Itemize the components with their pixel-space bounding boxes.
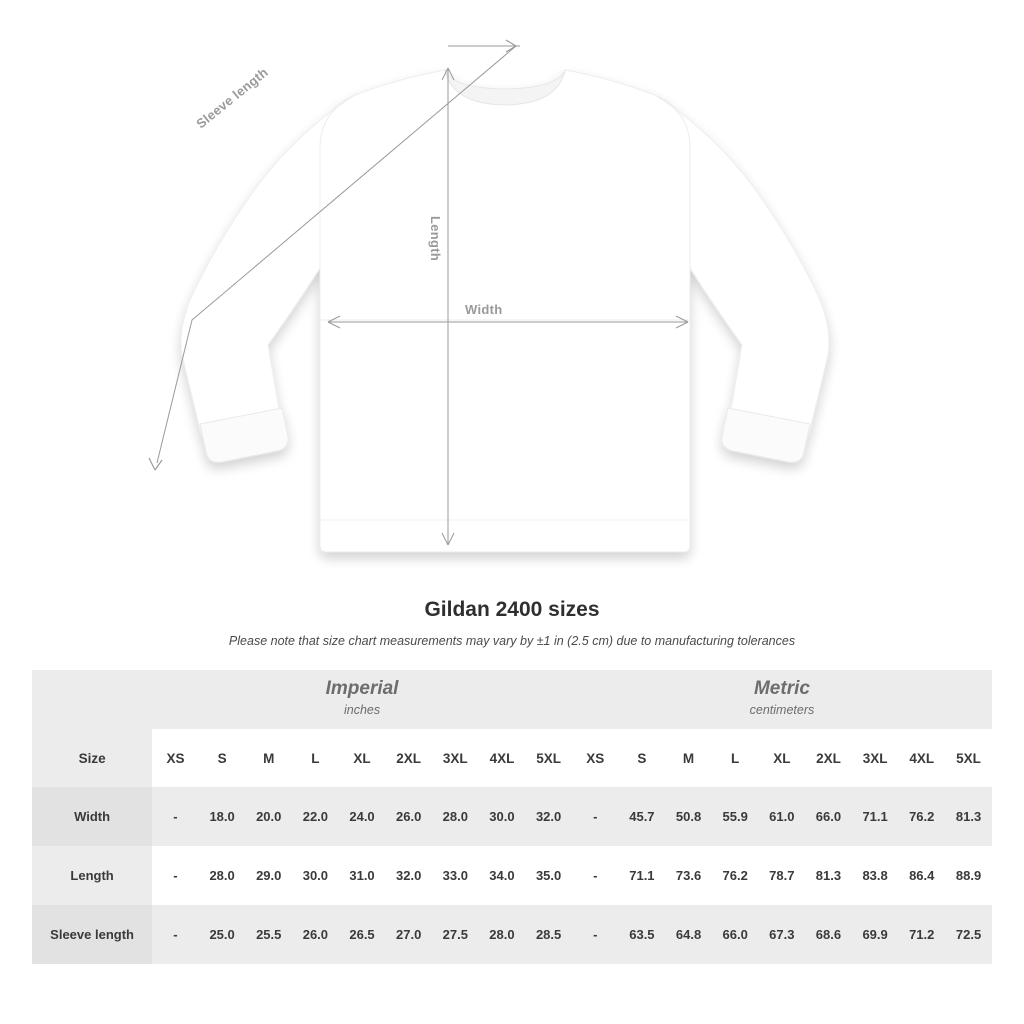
unit-header-row (32, 670, 992, 729)
size-header-metric-xs: XS (572, 729, 619, 787)
cell-length-imperial-xl: 31.0 (339, 846, 386, 905)
length-label: Length (428, 216, 443, 262)
table-corner-cell (32, 670, 152, 729)
cell-width-imperial-3xl: 28.0 (432, 787, 479, 846)
cell-sleeve-imperial-4xl: 28.0 (479, 905, 526, 964)
cell-width-imperial-l: 22.0 (292, 787, 339, 846)
size-header-imperial-3xl: 3XL (432, 729, 479, 787)
cell-sleeve-imperial-2xl: 27.0 (385, 905, 432, 964)
cell-width-imperial-4xl: 30.0 (479, 787, 526, 846)
size-header-imperial-m: M (245, 729, 292, 787)
title-block (0, 598, 1024, 648)
cell-sleeve-imperial-l: 26.0 (292, 905, 339, 964)
size-header-imperial-l: L (292, 729, 339, 787)
cell-width-metric-l: 55.9 (712, 787, 759, 846)
unit-sub-imperial: inches (343, 702, 381, 717)
tolerance-note: Please note that size chart measurements may vary by ±1 in (2.5 cm) due to manufacturing tolerances (228, 634, 796, 648)
size-header-imperial-5xl: 5XL (525, 729, 572, 787)
cell-sleeve-metric-m: 64.8 (665, 905, 712, 964)
size-header-metric-m: M (665, 729, 712, 787)
row-label-sleeve-length: Sleeve length (32, 905, 152, 964)
cell-sleeve-imperial-3xl: 27.5 (432, 905, 479, 964)
cell-length-metric-xs: - (572, 846, 619, 905)
size-header-metric-s: S (619, 729, 666, 787)
cell-width-imperial-xs: - (152, 787, 199, 846)
unit-name-metric: Metric (753, 678, 810, 700)
cell-sleeve-metric-l: 66.0 (712, 905, 759, 964)
cell-width-metric-5xl: 81.3 (945, 787, 992, 846)
cell-length-imperial-5xl: 35.0 (525, 846, 572, 905)
cell-sleeve-imperial-5xl: 28.5 (525, 905, 572, 964)
size-header-metric-5xl: 5XL (945, 729, 992, 787)
cell-width-imperial-5xl: 32.0 (525, 787, 572, 846)
cell-length-imperial-4xl: 34.0 (479, 846, 526, 905)
page-title: Gildan 2400 sizes (424, 598, 600, 621)
cell-sleeve-imperial-xl: 26.5 (339, 905, 386, 964)
cell-width-imperial-xl: 24.0 (339, 787, 386, 846)
cell-width-imperial-m: 20.0 (245, 787, 292, 846)
cell-length-metric-l: 76.2 (712, 846, 759, 905)
row-label-width: Width (32, 787, 152, 846)
table-row (32, 905, 992, 964)
size-header-imperial-xs: XS (152, 729, 199, 787)
cell-sleeve-imperial-s: 25.0 (199, 905, 246, 964)
cell-width-imperial-s: 18.0 (199, 787, 246, 846)
size-table (32, 670, 992, 964)
cell-sleeve-metric-5xl: 72.5 (945, 905, 992, 964)
cell-width-imperial-2xl: 26.0 (385, 787, 432, 846)
cell-sleeve-metric-2xl: 68.6 (805, 905, 852, 964)
width-label: Width (465, 302, 503, 317)
cell-width-metric-4xl: 76.2 (898, 787, 945, 846)
size-header-imperial-xl: XL (339, 729, 386, 787)
size-header-metric-xl: XL (759, 729, 806, 787)
cell-sleeve-imperial-xs: - (152, 905, 199, 964)
cell-sleeve-metric-s: 63.5 (619, 905, 666, 964)
size-header-row (32, 729, 992, 787)
size-header-metric-3xl: 3XL (852, 729, 899, 787)
size-header-metric-2xl: 2XL (805, 729, 852, 787)
cell-length-metric-5xl: 88.9 (945, 846, 992, 905)
row-label-length: Length (32, 846, 152, 905)
size-header-metric-4xl: 4XL (898, 729, 945, 787)
sleeve-length-label: Sleeve length (193, 64, 271, 132)
unit-header-imperial (152, 670, 572, 729)
cell-length-imperial-s: 28.0 (199, 846, 246, 905)
cell-length-imperial-2xl: 32.0 (385, 846, 432, 905)
cell-length-metric-m: 73.6 (665, 846, 712, 905)
garment-shape (181, 70, 829, 552)
cell-length-metric-3xl: 83.8 (852, 846, 899, 905)
cell-width-metric-m: 50.8 (665, 787, 712, 846)
size-table-wrapper (32, 670, 992, 964)
size-header-imperial-s: S (199, 729, 246, 787)
size-header-imperial-4xl: 4XL (479, 729, 526, 787)
cell-sleeve-metric-3xl: 69.9 (852, 905, 899, 964)
cell-width-metric-2xl: 66.0 (805, 787, 852, 846)
cell-sleeve-metric-xl: 67.3 (759, 905, 806, 964)
cell-length-imperial-xs: - (152, 846, 199, 905)
cell-length-metric-s: 71.1 (619, 846, 666, 905)
cell-sleeve-metric-4xl: 71.2 (898, 905, 945, 964)
cell-width-metric-xl: 61.0 (759, 787, 806, 846)
table-row (32, 846, 992, 905)
cell-length-imperial-l: 30.0 (292, 846, 339, 905)
cell-length-metric-4xl: 86.4 (898, 846, 945, 905)
unit-sub-metric: centimeters (749, 702, 815, 717)
cell-sleeve-metric-xs: - (572, 905, 619, 964)
size-header-imperial-2xl: 2XL (385, 729, 432, 787)
cell-length-metric-xl: 78.7 (759, 846, 806, 905)
cell-width-metric-xs: - (572, 787, 619, 846)
cell-length-imperial-3xl: 33.0 (432, 846, 479, 905)
cell-length-imperial-m: 29.0 (245, 846, 292, 905)
cell-sleeve-imperial-m: 25.5 (245, 905, 292, 964)
cell-width-metric-s: 45.7 (619, 787, 666, 846)
unit-name-imperial: Imperial (325, 678, 399, 700)
size-header-label: Size (32, 729, 152, 787)
cell-width-metric-3xl: 71.1 (852, 787, 899, 846)
size-header-metric-l: L (712, 729, 759, 787)
table-row (32, 787, 992, 846)
unit-header-metric (572, 670, 992, 729)
cell-length-metric-2xl: 81.3 (805, 846, 852, 905)
